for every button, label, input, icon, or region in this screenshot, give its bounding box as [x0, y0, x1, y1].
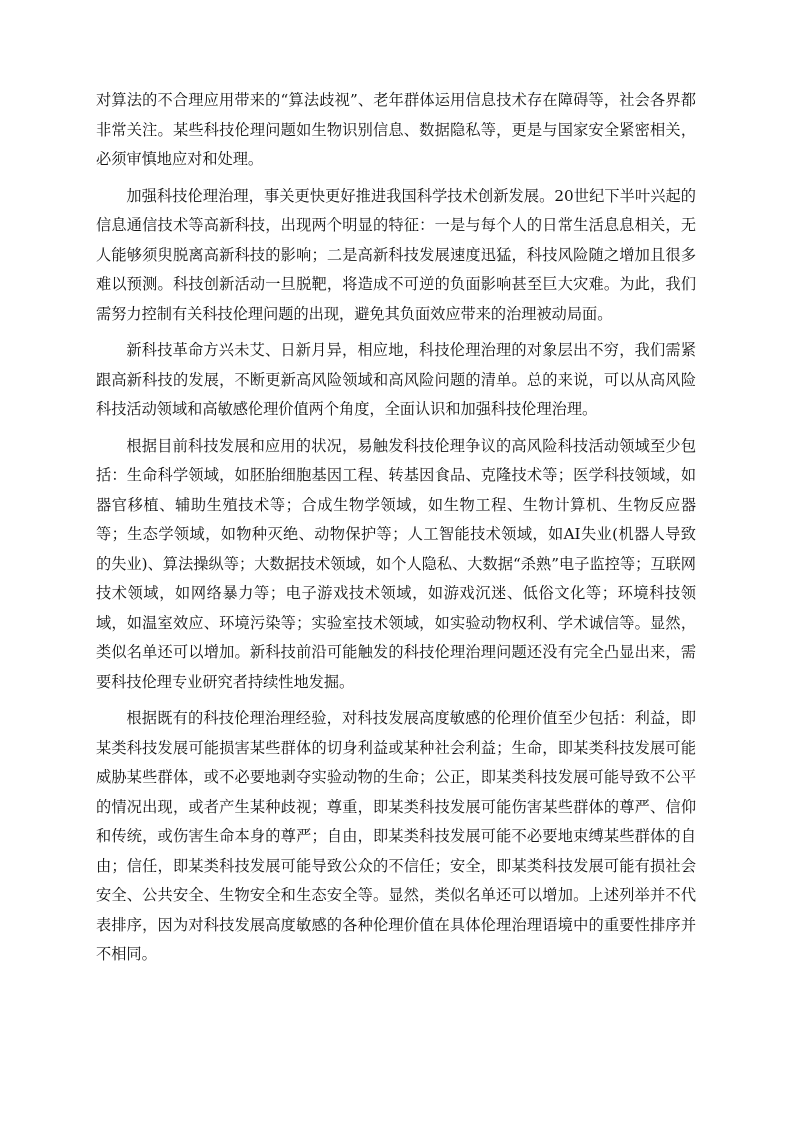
paragraph-overview: 新科技革命方兴未艾、日新月异，相应地，科技伦理治理的对象层出不穷，我们需紧跟高新科技的发展，不断更新高风险领域和高风险问题的清单。总的来说，可以从高风险科技活动领域和高敏感伦理价值两个角度，全面认识和加强科技伦理治理。: [96, 341, 696, 418]
paragraph-importance: 加强科技伦理治理，事关更快更好推进我国科学技术创新发展。20世纪下半叶兴起的信息通信技术等高新科技，出现两个明显的特征：一是与每个人的日常生活息息相关，无人能够须臾脱离高新科技的影响；二是高新科技发展速度迅猛，科技风险随之增加且很多难以预测。科技创新活动一旦脱靶，将造成不可逆的负面影响甚至巨大灾难。为此，我们需努力控制有关科技伦理问题的出现，避免其负面效应带来的治理被动局面。: [96, 186, 696, 323]
paragraph-continuation: 对算法的不合理应用带来的“算法歧视”、老年群体运用信息技术存在障碍等，社会各界都非常关注。某些科技伦理问题如生物识别信息、数据隐私等，更是与国家安全紧密相关，必须审慎地应对和处理。: [96, 91, 696, 168]
paragraph-high-risk-fields: 根据目前科技发展和应用的状况，易触发科技伦理争议的高风险科技活动领域至少包括：生命科学领域，如胚胎细胞基因工程、转基因食品、克隆技术等；医学科技领域，如器官移植、辅助生殖技术等；合成生物学领域，如生物工程、生物计算机、生物反应器等；生态学领域，如物种灭绝、动物保护等；人工智能技术领域，如AI失业(机器人导致的失业)、算法操纵等；大数据技术领域，如个人隐私、大数据“杀熟”电子监控等；互联网技术领域，如网络暴力等；电子游戏技术领域，如游戏沉迷、低俗文化等；环境科技领域，如温室效应、环境污染等；实验室技术领域，如实验动物权利、学术诚信等。显然，类似名单还可以增加。新科技前沿可能触发的科技伦理治理问题还没有完全凸显出来，需要科技伦理专业研究者持续性地发掘。: [96, 436, 696, 691]
paragraph-sensitive-values: 根据既有的科技伦理治理经验，对科技发展高度敏感的伦理价值至少包括：利益，即某类科技发展可能损害某些群体的切身利益或某种社会利益；生命，即某类科技发展可能威胁某些群体，或不必要地剥夺实验动物的生命；公正，即某类科技发展可能导致不公平的情况出现，或者产生某种歧视；尊重，即某类科技发展可能伤害某些群体的尊严、信仰和传统，或伤害生命本身的尊严；自由，即某类科技发展可能不必要地束缚某些群体的自由；信任，即某类科技发展可能导致公众的不信任；安全，即某类科技发展可能有损社会安全、公共安全、生物安全和生态安全等。显然，类似名单还可以增加。上述列举并不代表排序，因为对科技发展高度敏感的各种伦理价值在具体伦理治理语境中的重要性排序并不相同。: [96, 709, 696, 963]
document-body: [96, 86, 696, 970]
